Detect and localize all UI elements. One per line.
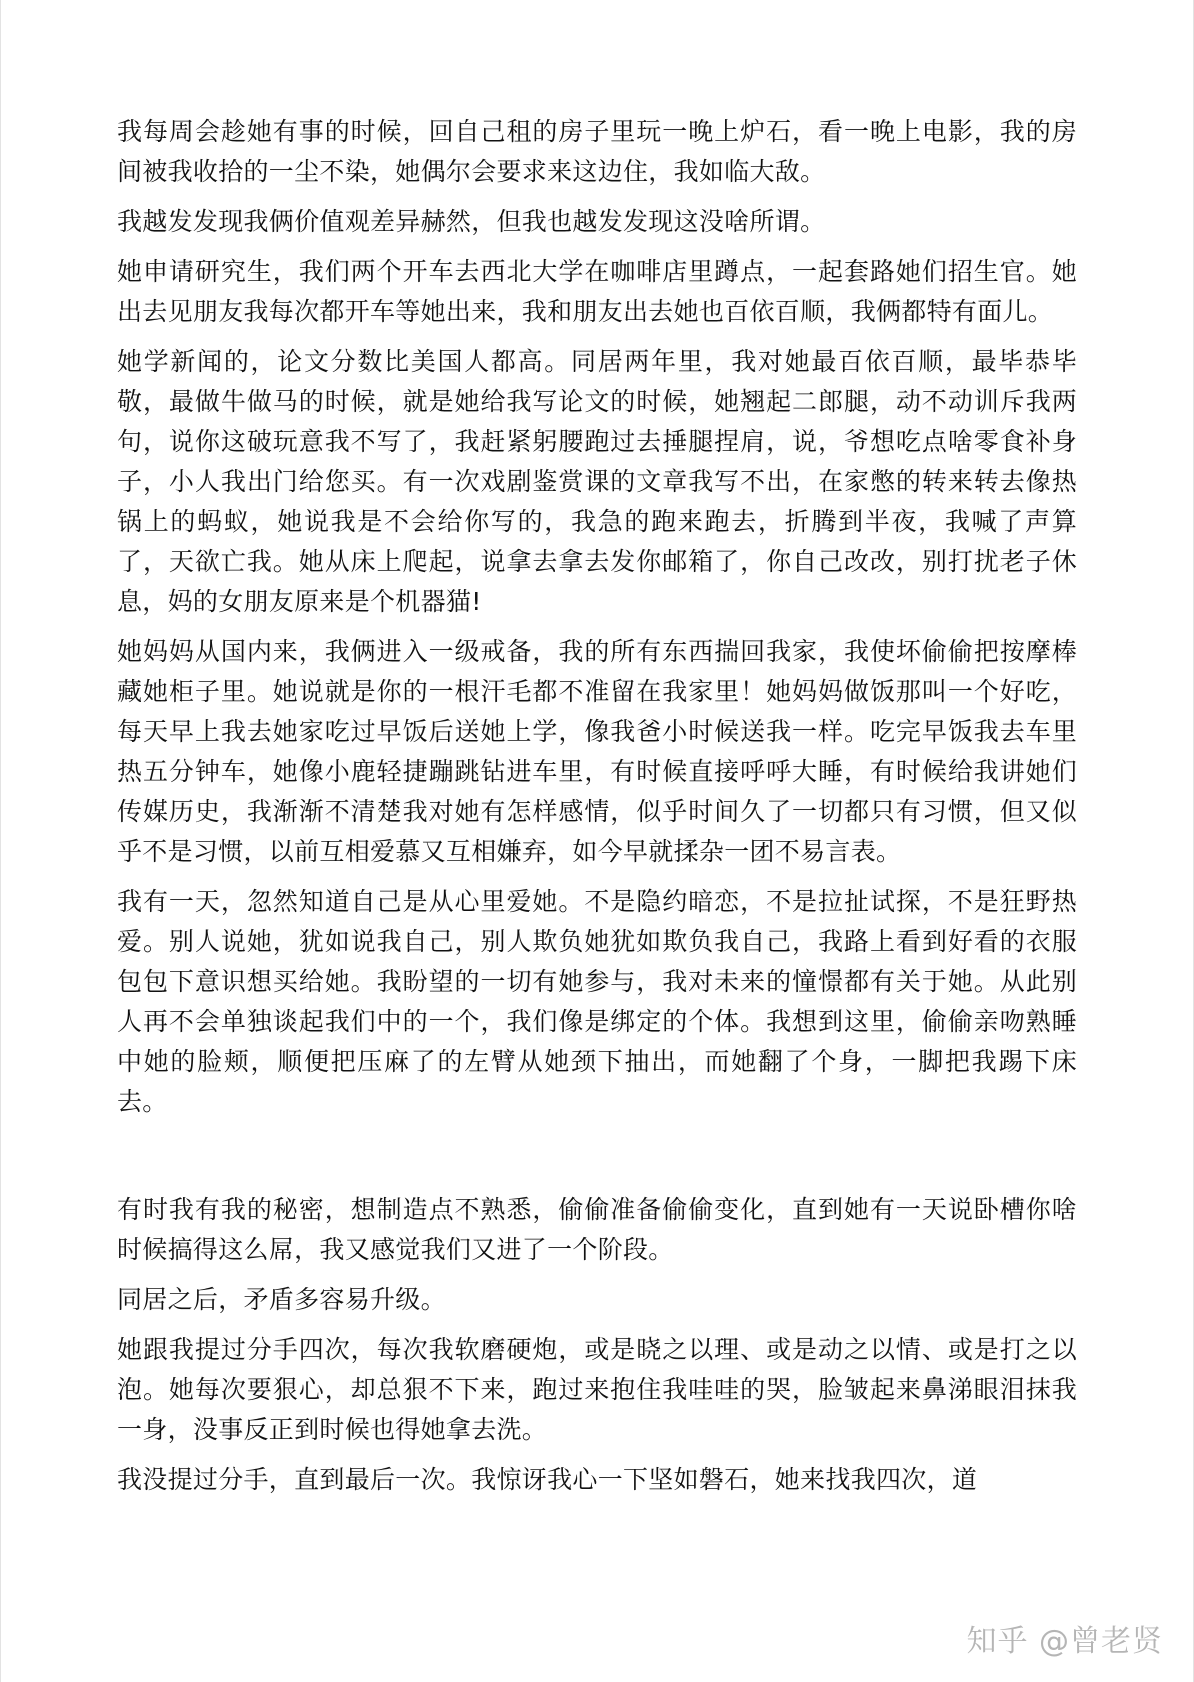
paragraph: 她学新闻的，论文分数比美国人都高。同居两年里，我对她最百依百顺，最毕恭毕敬，最做牛做马的时候，就是她给我写论文的时候，她翘起二郎腿，动不动训斥我两句，说你这破玩意我不写了，我赶紧躬腰跑过去捶腿捏肩，说，爷想吃点啥零食补身子，小人我出门给您买。有一次戏剧鉴赏课的文章我写不出，在家憋的转来转去像热锅上的蚂蚁，她说我是不会给你写的，我急的跑来跑去，折腾到半夜，我喊了声算了，天欲亡我。她从床上爬起，说拿去拿去发你邮箱了，你自己改改，别打扰老子休息，妈的女朋友原来是个机器猫! (117, 347, 1077, 616)
paragraph: 我没提过分手，直到最后一次。我惊讶我心一下坚如磐石，她来找我四次，道 (117, 1465, 978, 1494)
article-body (117, 112, 1077, 1510)
zhihu-watermark: 知乎 @曾老贤 (966, 1624, 1163, 1659)
paragraph: 有时我有我的秘密，想制造点不熟悉，偷偷准备偷偷变化，直到她有一天说卧槽你啥时候搞得这么屌，我又感觉我们又进了一个阶段。 (117, 1195, 1077, 1264)
paragraph: 同居之后，矛盾多容易升级。 (117, 1285, 446, 1314)
paragraph: 我每周会趁她有事的时候，回自己租的房子里玩一晚上炉石，看一晚上电影，我的房间被我收拾的一尘不染，她偶尔会要求来这边住，我如临大敌。 (117, 117, 1077, 186)
paragraph: 我越发发现我俩价值观差异赫然，但我也越发发现这没啥所谓。 (117, 207, 826, 236)
section-gap (117, 1132, 1077, 1190)
paragraph: 她妈妈从国内来，我俩进入一级戒备，我的所有东西揣回我家，我使坏偷偷把按摩棒藏她柜子里。她说就是你的一根汗毛都不准留在我家里！她妈妈做饭那叫一个好吃，每天早上我去她家吃过早饭后送她上学，像我爸小时候送我一样。吃完早饭我去车里热五分钟车，她像小鹿轻捷蹦跳钻进车里，有时候直接呼呼大睡，有时候给我讲她们传媒历史，我渐渐不清楚我对她有怎样感情，似乎时间久了一切都只有习惯，但又似乎不是习惯，以前互相爱慕又互相嫌弃，如今早就揉杂一团不易言表。 (117, 637, 1077, 866)
paragraph: 她跟我提过分手四次，每次我软磨硬炮，或是晓之以理、或是动之以情、或是打之以泡。她每次要狠心，却总狠不下来，跑过来抱住我哇哇的哭，脸皱起来鼻涕眼泪抹我一身，没事反正到时候也得她拿去洗。 (117, 1335, 1077, 1444)
paragraph: 她申请研究生，我们两个开车去西北大学在咖啡店里蹲点，一起套路她们招生官。她出去见朋友我每次都开车等她出来，我和朋友出去她也百依百顺，我俩都特有面儿。 (117, 257, 1077, 326)
paragraph: 我有一天，忽然知道自己是从心里爱她。不是隐约暗恋，不是拉扯试探，不是狂野热爱。别人说她，犹如说我自己，别人欺负她犹如欺负我自己，我路上看到好看的衣服包包下意识想买给她。我盼望的一切有她参与，我对未来的憧憬都有关于她。从此别人再不会单独谈起我们中的一个，我们像是绑定的个体。我想到这里，偷偷亲吻熟睡中她的脸颊，顺便把压麻了的左臂从她颈下抽出，而她翻了个身，一脚把我踢下床去。 (117, 887, 1077, 1116)
